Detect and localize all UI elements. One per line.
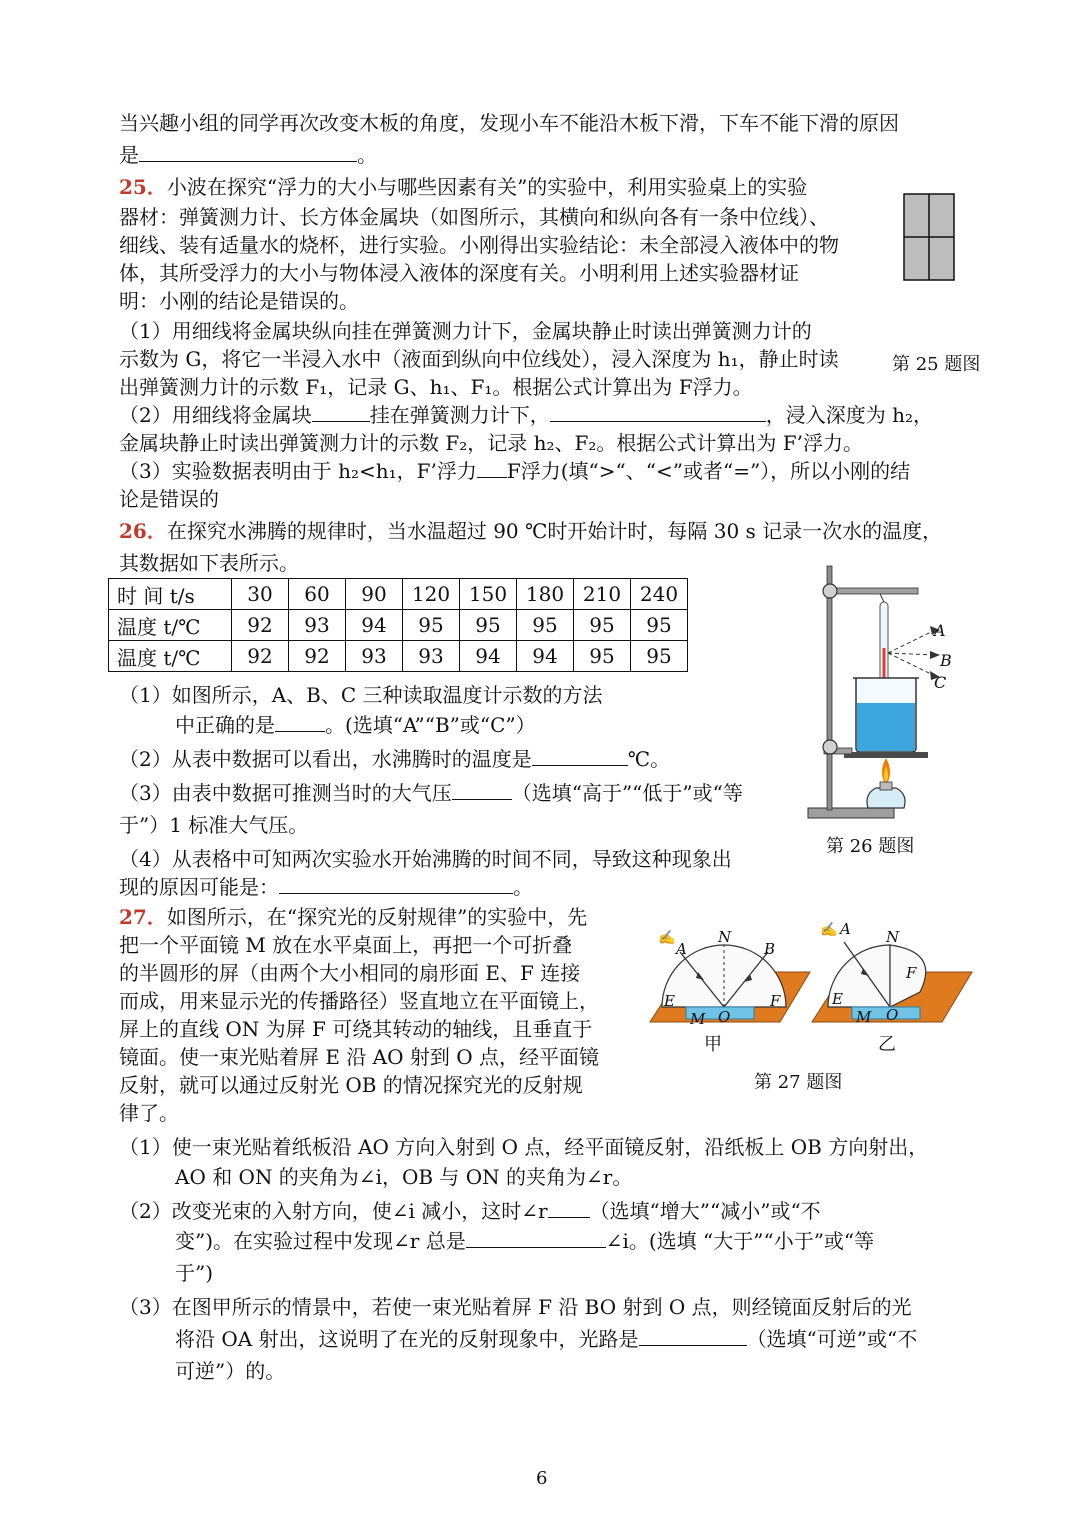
fig-label-f: F (770, 992, 781, 1010)
q27-line-5: 屏上的直线 ON 为屏 F 可绕其转动的轴线，且垂直于 (119, 1017, 593, 1041)
answer-blank[interactable] (452, 781, 512, 800)
fig-label-e: E (832, 990, 843, 1008)
q27-text: 将沿 OA 射出，这说明了在光的反射现象中，光路是 (175, 1327, 639, 1351)
fig-label-b: B (764, 940, 776, 958)
q27-step1-a: （1）使一束光贴着纸板沿 AO 方向入射到 O 点，经平面镜反射，沿纸板上 OB 方向射出， (119, 1135, 929, 1159)
q27-step2-b (175, 1228, 874, 1254)
question-number: 27． (119, 905, 167, 929)
q27-line-7: 反射，就可以通过反射光 OB 的情况探究光的反射规 (119, 1073, 583, 1097)
q25-text: F浮力(填“>“、“<”或者“=”），所以小刚的结 (506, 459, 911, 483)
answer-blank[interactable] (550, 403, 766, 422)
q26-text: 。 (513, 875, 533, 899)
question-number: 26． (119, 519, 167, 543)
answer-blank[interactable] (532, 747, 628, 766)
fig-label-f: F (906, 964, 917, 982)
answer-blank[interactable] (548, 1199, 590, 1218)
q26-step1-b (175, 712, 536, 738)
q27-line-6: 镜面。使一束光贴着屏 E 沿 AO 射到 O 点，经平面镜 (119, 1045, 599, 1069)
q27-text: （2）改变光束的入射方向，使∠i 减小，这时∠r (119, 1199, 548, 1223)
q27-line-8: 律了。 (119, 1101, 179, 1125)
q27-text: 变”)。在实验过程中发现∠r 总是 (175, 1229, 466, 1253)
q26-text: （选填“高于”“低于”或“等 (511, 781, 743, 805)
q25-block-figure (900, 192, 960, 284)
answer-blank[interactable] (639, 1327, 747, 1346)
q25-text: 挂在弹簧测力计下， (369, 403, 550, 427)
fig-label-n: N (886, 928, 900, 946)
q25-text: （2）用细线将金属块 (119, 403, 312, 427)
q27-line-4: 而成，用来显示光的传播路径）竖直地立在平面镜上， (119, 989, 599, 1013)
q26-text: 现的原因可能是： (119, 875, 279, 899)
q26-text: 。(选填“A”“B”或“C”） (325, 713, 536, 737)
q26-text: 在探究水沸腾的规律时，当水温超过 90 ℃时开始计时，每隔 30 s 记录一次水的温度， (166, 519, 943, 543)
table-cell: 95 (631, 610, 688, 641)
table-cell: 95 (631, 641, 688, 672)
q27-text: （选填“可逆”或“不 (746, 1327, 918, 1351)
fig-label-e: E (664, 992, 675, 1010)
table-cell: 120 (403, 579, 460, 610)
q26-text: 中正确的是 (175, 713, 275, 737)
answer-blank[interactable] (477, 459, 507, 478)
table-cell: 95 (403, 610, 460, 641)
table-cell: 210 (574, 579, 631, 610)
table-cell: 94 (346, 610, 403, 641)
intro-text: 。 (357, 143, 377, 167)
fig-label-o: O (718, 1008, 731, 1026)
q25-text: 小波在探究“浮力的大小与哪些因素有关”的实验中，利用实验桌上的实验 (166, 175, 808, 199)
q26-text: （2）从表中数据可以看出，水沸腾时的温度是 (119, 747, 532, 771)
table-cell: 94 (460, 641, 517, 672)
q25-step2-a (119, 402, 933, 428)
page-number: 6 (536, 1468, 548, 1489)
q27-step2-c: 于”) (175, 1261, 214, 1285)
table-header-cell: 温度 t/℃ (109, 641, 232, 672)
table-header-cell: 温度 t/℃ (109, 610, 232, 641)
table-cell: 95 (460, 610, 517, 641)
q25-step1-c: 出弹簧测力计的示数 F₁，记录 G、h₁、F₁。根据公式计算出为 F浮力。 (119, 375, 753, 399)
q26-data-table (108, 578, 688, 672)
q26-boiling-apparatus-figure (800, 558, 970, 830)
answer-blank[interactable] (275, 713, 325, 732)
q25-line-3: 细线、装有适量水的烧杯，进行实验。小刚得出实验结论：未全部浸入液体中的物 (119, 233, 839, 257)
q26-step2 (119, 746, 670, 772)
q26-step4-b (119, 874, 533, 900)
q25-line-1 (119, 174, 807, 200)
answer-blank[interactable] (312, 403, 370, 422)
fig-label-o: O (886, 1006, 899, 1024)
table-cell: 95 (574, 641, 631, 672)
answer-blank[interactable] (279, 875, 513, 894)
table-cell: 93 (289, 610, 346, 641)
q26-line-2: 其数据如下表所示。 (119, 551, 299, 575)
question-number: 25． (119, 175, 167, 199)
reading-label-c: C (934, 673, 947, 692)
intro-line-1: 当兴趣小组的同学再次改变木板的角度，发现小车不能沿木板下滑，下车不能下滑的原因 (119, 111, 899, 135)
q27-step1-b: AO 和 ON 的夹角为∠i，OB 与 ON 的夹角为∠r。 (175, 1165, 633, 1189)
svg-text:✍: ✍ (820, 922, 838, 938)
fig-label-a: A (676, 940, 687, 958)
q27-step3-b (175, 1326, 917, 1352)
q25-caption: 第 25 题图 (892, 354, 981, 375)
table-cell: 95 (517, 610, 574, 641)
intro-line-2 (119, 142, 377, 168)
q26-step3-b: 于”）1 标准大气压。 (119, 813, 309, 837)
q27-line-3: 的半圆形的屏（由两个大小相同的扇形面 E、F 连接 (119, 961, 581, 985)
table-row (109, 641, 688, 672)
table-cell: 92 (232, 610, 289, 641)
table-row (109, 579, 688, 610)
reading-label-b: B (940, 651, 952, 670)
q27-step2-a (119, 1198, 821, 1224)
intro-text: 是 (119, 143, 139, 167)
q25-text: （3）实验数据表明由于 h₂<h₁，F’浮力 (119, 459, 477, 483)
q25-step3-a (119, 458, 910, 484)
table-row (109, 610, 688, 641)
table-cell: 150 (460, 579, 517, 610)
q25-step1-a: （1）用细线将金属块纵向挂在弹簧测力计下，金属块静止时读出弹簧测力计的 (119, 319, 812, 343)
q27-line-1 (119, 904, 587, 930)
q26-caption: 第 26 题图 (826, 836, 915, 857)
q25-step1-b: 示数为 G，将它一半浸入水中（液面到纵向中位线处），浸入深度为 h₁，静止时读 (119, 347, 839, 371)
q25-line-2: 器材：弹簧测力计、长方体金属块（如图所示，其横向和纵向各有一条中位线）、 (119, 205, 829, 229)
q27-caption: 第 27 题图 (754, 1072, 843, 1093)
table-cell: 240 (631, 579, 688, 610)
table-cell: 94 (517, 641, 574, 672)
q26-text: ℃。 (627, 747, 671, 771)
q26-line-1 (119, 518, 942, 544)
table-cell: 60 (289, 579, 346, 610)
q27-line-2: 把一个平面镜 M 放在水平桌面上，再把一个可折叠 (119, 933, 573, 957)
q25-text: ，浸入深度为 h₂， (765, 403, 933, 427)
q27-step3-a: （3）在图甲所示的情景中，若使一束光贴着屏 F 沿 BO 射到 O 点，则经镜面反射后的光 (119, 1295, 912, 1319)
q25-line-4: 体，其所受浮力的大小与物体浸入液体的深度有关。小明利用上述实验器材证 (119, 261, 799, 285)
table-cell: 95 (574, 610, 631, 641)
q25-step2-b: 金属块静止时读出弹簧测力计的示数 F₂，记录 h₂、F₂。根据公式计算出为 F’浮力。 (119, 431, 863, 455)
fig-label-n: N (718, 928, 732, 946)
table-cell: 92 (289, 641, 346, 672)
table-cell: 93 (403, 641, 460, 672)
table-header-cell: 时 间 t/s (109, 579, 232, 610)
q26-step4-a: （4）从表格中可知两次实验水开始沸腾的时间不同，导致这种现象出 (119, 847, 732, 871)
q25-step3-b: 论是错误的 (119, 487, 219, 511)
fig-label-m: M (690, 1010, 706, 1028)
q27-text: （选填“增大”“减小”或“不 (589, 1199, 821, 1223)
q27-text: 如图所示，在“探究光的反射规律”的实验中，先 (166, 905, 588, 929)
q26-text: （3）由表中数据可推测当时的大气压 (119, 781, 452, 805)
table-cell: 93 (346, 641, 403, 672)
answer-blank[interactable] (466, 1229, 606, 1248)
q27-step3-c: 可逆”）的。 (175, 1359, 286, 1383)
fig-label-jia: 甲 (704, 1034, 722, 1055)
answer-blank[interactable] (139, 143, 357, 162)
fig-label-a: A (840, 920, 851, 938)
table-cell: 92 (232, 641, 289, 672)
q27-text: ∠i。(选填 “大于”“小于”或“等 (605, 1229, 875, 1253)
q26-step1-a: （1）如图所示，A、B、C 三种读取温度计示数的方法 (119, 683, 603, 707)
svg-text:✍: ✍ (658, 930, 676, 946)
fig-label-m: M (856, 1008, 872, 1026)
fig-label-yi: 乙 (878, 1034, 896, 1055)
reading-label-a: A (934, 621, 946, 640)
table-cell: 180 (517, 579, 574, 610)
q26-step3-a (119, 780, 743, 806)
q25-line-5: 明：小刚的结论是错误的。 (119, 289, 359, 313)
table-cell: 90 (346, 579, 403, 610)
table-cell: 30 (232, 579, 289, 610)
